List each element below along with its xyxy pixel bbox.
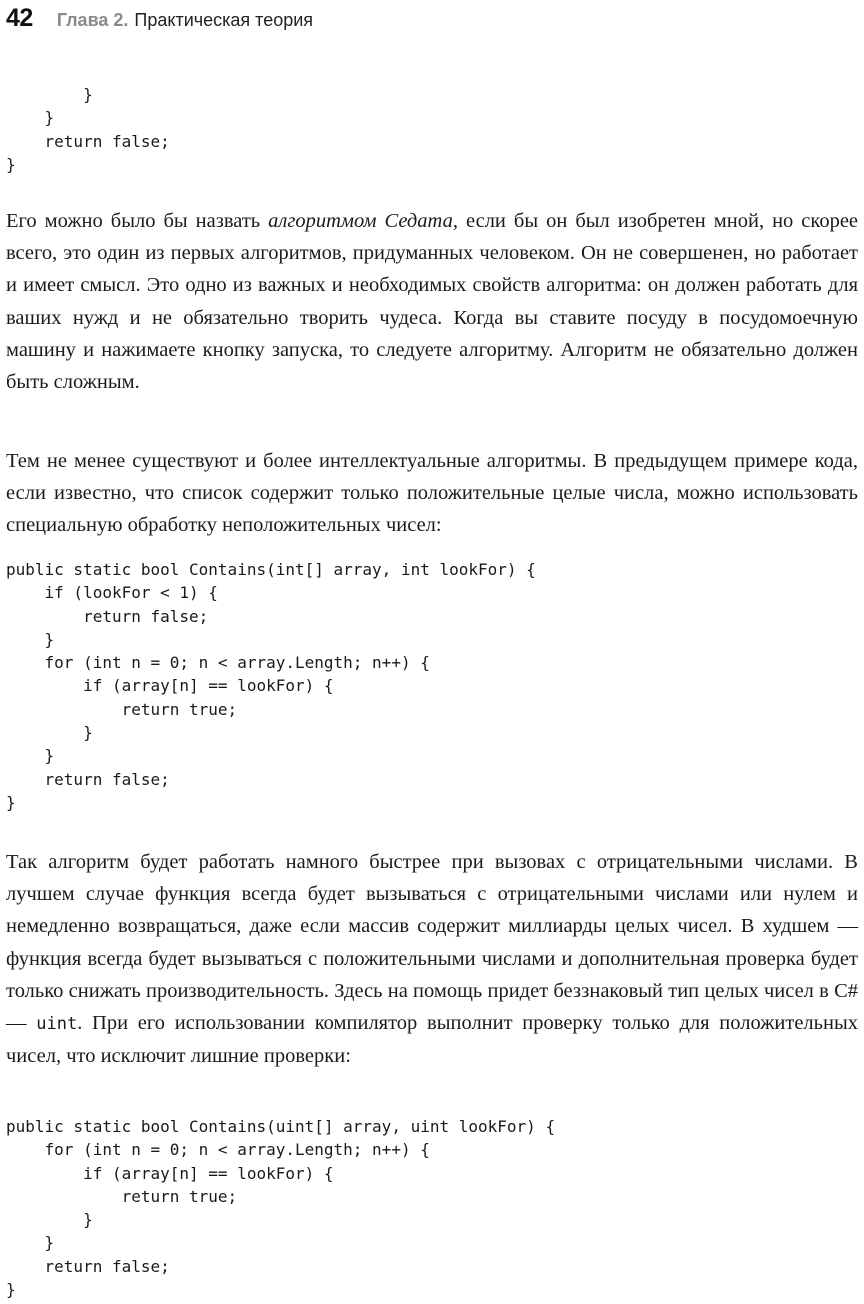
code-line: } (6, 723, 93, 743)
code-line: return true; (6, 699, 238, 719)
running-head (6, 4, 313, 34)
code-line: } (6, 746, 55, 766)
body-paragraph-2: Тем не менее существуют и более интеллектуальные алгоритмы. В предыдущем примере кода, если известно, что список содержит только положительные целые числа, можно использовать специальную обработку неположительных чисел: (6, 450, 858, 537)
emphasized-term: алгоритмом Седата (268, 210, 453, 232)
inline-code-uint: uint (36, 1014, 78, 1035)
paragraph-text: Так алгоритм будет работать намного быстрее при вызовах с отрицательными числами. В лучшем случае функция всегда будет вызываться с отрицательными числами или нулем и немедленно возвращаться, даже если массив содержит миллиарды целых чисел. В худшем — функция всегда будет вызываться с положительными числами и дополнительная проверка будет только снижать производительность. Здесь на помощь придет беззнаковый тип целых чисел в C# — (6, 851, 858, 1035)
code-line: } (6, 629, 55, 649)
code-line: public static bool Contains(int[] array, int lookFor) { (6, 560, 536, 579)
code-line: for (int n = 0; n < array.Length; n++) { (6, 1140, 430, 1160)
code-block-contains-uint (6, 1115, 555, 1301)
code-line: return false; (6, 769, 170, 789)
code-line: } (6, 792, 16, 812)
code-line: } (6, 108, 55, 128)
code-line: return false; (6, 131, 170, 151)
code-line: } (6, 154, 16, 174)
paragraph-text: , если бы он был изобретен мной, но скорее всего, это один из первых алгоритмов, придуманных человеком. Он не совершенен, но работает и имеет смысл. Это одно из важных и необходимых свойств алгоритма: он должен работать для ваших нужд и не обязательно творить чудеса. Когда вы ставите посуду в посудомоечную машину и нажимаете кнопку запуска, то следуете алгоритму. Алгоритм не обязательно должен быть сложным. (6, 210, 859, 394)
code-line: if (array[n] == lookFor) { (6, 676, 334, 696)
code-line: for (int n = 0; n < array.Length; n++) { (6, 653, 430, 673)
paragraph-text: . При его использовании компилятор выполнит проверку только для положительных чисел, что исключит лишние проверки: (6, 1012, 858, 1068)
paragraph-text: Его можно было бы назвать (6, 210, 269, 232)
code-block-fragment (6, 83, 170, 176)
code-line: public static bool Contains(uint[] array, uint lookFor) { (6, 1117, 556, 1136)
chapter-title: Практическая теория (134, 10, 314, 30)
code-line: } (6, 1233, 55, 1253)
body-paragraph-1 (6, 205, 858, 398)
body-paragraph-3 (6, 846, 858, 1072)
code-line: } (6, 85, 93, 104)
code-line: if (array[n] == lookFor) { (6, 1163, 334, 1183)
code-line: return false; (6, 1256, 170, 1276)
page-number: 42 (6, 4, 33, 32)
code-block-contains-int (6, 558, 536, 814)
code-line: return true; (6, 1186, 238, 1206)
chapter-label: Глава 2. (56, 10, 129, 30)
code-line: } (6, 1280, 16, 1300)
code-line: } (6, 1210, 93, 1230)
code-line: return false; (6, 606, 209, 626)
code-line: if (lookFor < 1) { (6, 583, 218, 603)
